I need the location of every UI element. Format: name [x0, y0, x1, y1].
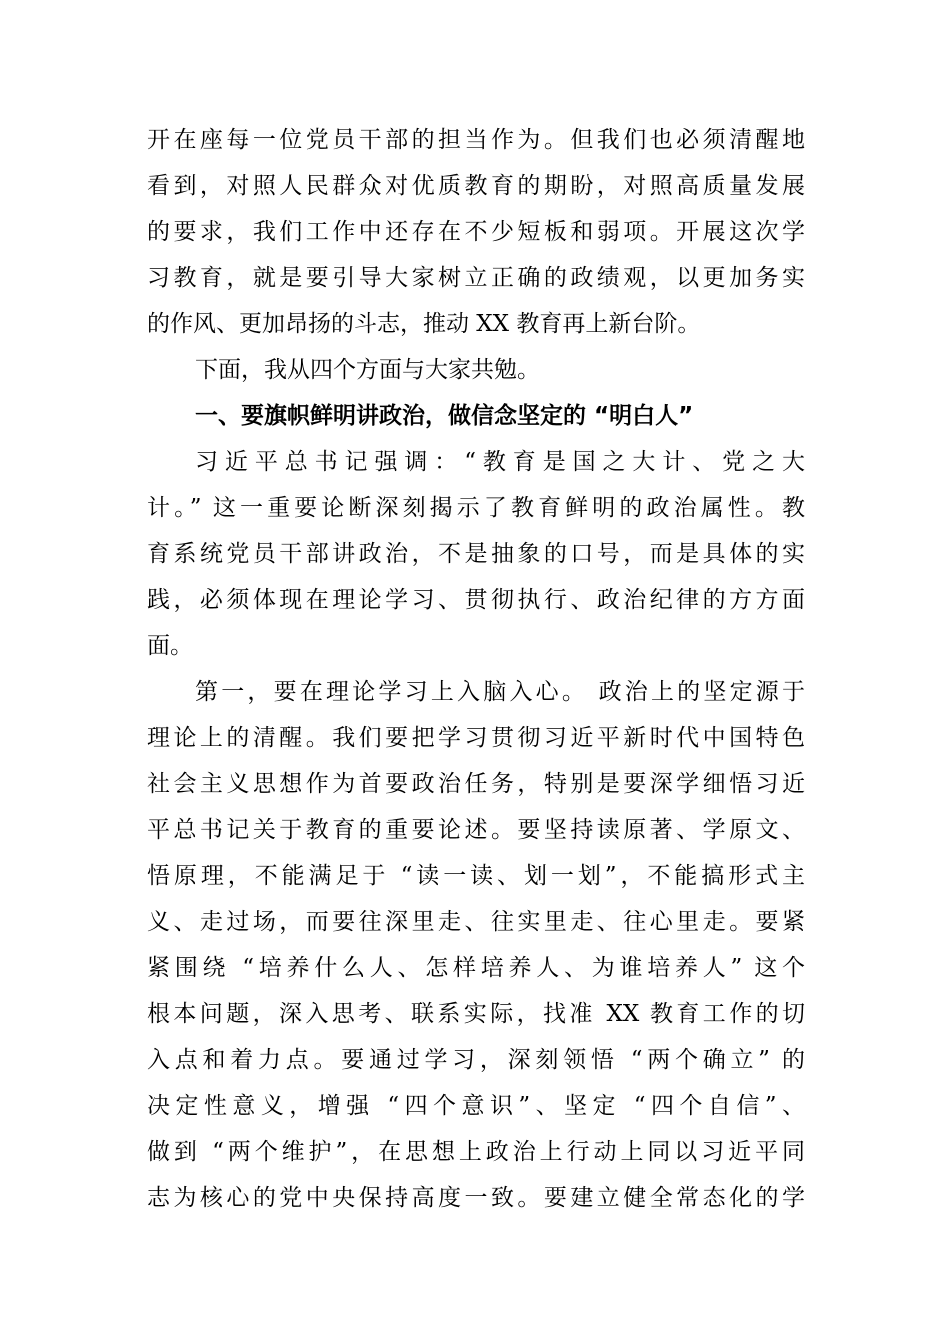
paragraph-line: 下面，我从四个方面与大家共勉。	[195, 357, 540, 383]
paragraph-line: 开在座每一位党员干部的担当作为。但我们也必须清醒地	[147, 127, 805, 153]
paragraph-line: 习近平总书记强调：“教育是国之大计、党之大	[195, 449, 805, 475]
paragraph-line: 看到，对照人民群众对优质教育的期盼，对照高质量发展	[147, 173, 805, 199]
paragraph-line: 的作风、更加昂扬的斗志，推动 XX 教育再上新台阶。	[147, 311, 701, 337]
paragraph-line: 根本问题，深入思考、联系实际，找准 XX 教育工作的切	[147, 1001, 805, 1027]
paragraph-line: 志为核心的党中央保持高度一致。要建立健全常态化的学	[147, 1185, 805, 1211]
paragraph-line: 践，必须体现在理论学习、贯彻执行、政治纪律的方方面	[147, 587, 805, 613]
section-heading: 一、要旗帜鲜明讲政治，做信念坚定的 “明白人”	[195, 403, 694, 429]
paragraph-line: 紧围绕 “培养什么人、怎样培养人、为谁培养人” 这个	[147, 955, 805, 981]
paragraph-line: 第一，要在理论学习上入脑入心。 政治上的坚定源于	[195, 679, 805, 705]
paragraph-line: 理论上的清醒。我们要把学习贯彻习近平新时代中国特色	[147, 725, 805, 751]
paragraph-line: 义、走过场，而要往深里走、往实里走、往心里走。要紧	[147, 909, 805, 935]
paragraph-line: 悟原理，不能满足于 “读一读、划一划”，不能搞形式主	[147, 863, 805, 889]
document-page	[147, 117, 805, 1221]
paragraph-line: 计。” 这一重要论断深刻揭示了教育鲜明的政治属性。教	[147, 495, 805, 521]
paragraph-line: 育系统党员干部讲政治，不是抽象的口号，而是具体的实	[147, 541, 805, 567]
paragraph-line: 面。	[147, 633, 193, 659]
paragraph-line: 的要求，我们工作中还存在不少短板和弱项。开展这次学	[147, 219, 805, 245]
paragraph-line: 做到 “两个维护”，在思想上政治上行动上同以习近平同	[147, 1139, 805, 1165]
paragraph-line: 习教育，就是要引导大家树立正确的政绩观，以更加务实	[147, 265, 805, 291]
paragraph-line: 决定性意义，增强 “四个意识”、坚定 “四个自信”、	[147, 1093, 805, 1119]
paragraph-line: 入点和着力点。要通过学习，深刻领悟 “两个确立” 的	[147, 1047, 805, 1073]
paragraph-line: 社会主义思想作为首要政治任务，特别是要深学细悟习近	[147, 771, 805, 797]
paragraph-line: 平总书记关于教育的重要论述。要坚持读原著、学原文、	[147, 817, 805, 843]
